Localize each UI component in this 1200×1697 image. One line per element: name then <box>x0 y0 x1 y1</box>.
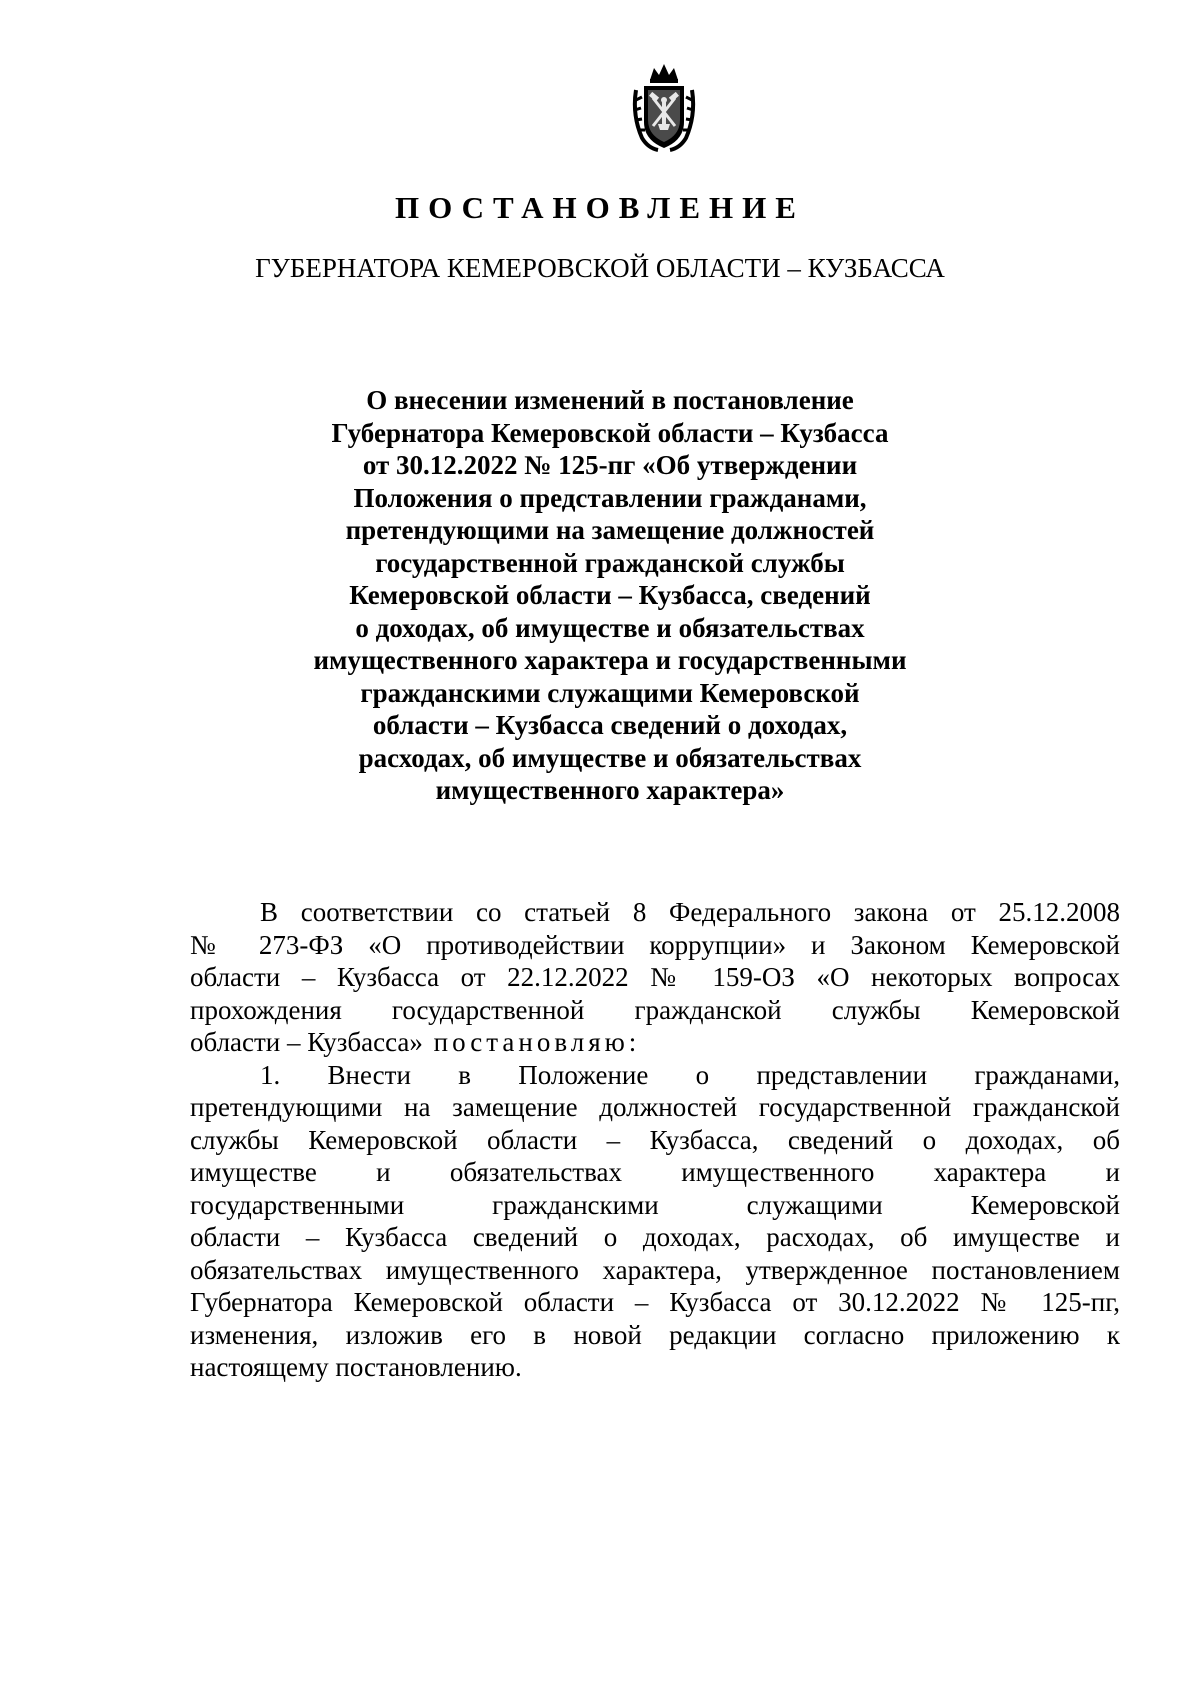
document-subject <box>250 384 970 807</box>
preamble-line: В соответствии со статьей 8 Федерального закона от 25.12.2008 <box>260 897 1120 927</box>
preamble-line: прохождения государственной гражданской службы Кемеровской <box>190 994 1120 1025</box>
subject-line: расходах, об имуществе и обязательствах <box>358 742 862 773</box>
document-body <box>190 896 1120 1384</box>
subject-line: Кемеровской области – Кузбасса, сведений <box>349 580 871 610</box>
preamble-line: области – Кузбасса от 22.12.2022 № 159-ОЗ «О некоторых вопросах <box>190 962 1120 992</box>
point-1-line: обязательствах имущественного характера, утвержденное постановлением <box>190 1254 1120 1285</box>
subject-line: имущественного характера» <box>435 775 785 805</box>
point-1-line: службы Кемеровской области – Кузбасса, сведений о доходах, об <box>190 1124 1120 1155</box>
issuer-heading: ГУБЕРНАТОРА КЕМЕРОВСКОЙ ОБЛАСТИ – КУЗБАССА <box>255 253 945 283</box>
point-1-line: государственными гражданскими служащими Кемеровской <box>190 1189 1120 1220</box>
preamble-last-line <box>190 1026 1120 1059</box>
point-1-line: 1. Внести в Положение о представлении гражданами, <box>260 1059 1120 1090</box>
point-1-line: настоящему постановлению. <box>190 1352 522 1382</box>
subject-line: гражданскими служащими Кемеровской <box>360 677 860 708</box>
point-1-line: изменения, изложив его в новой редакции согласно приложению к <box>190 1319 1120 1350</box>
point-1-line: Губернатора Кемеровской области – Кузбасса от 30.12.2022 № 125-пг, <box>190 1287 1120 1317</box>
document-type-title: ПОСТАНОВЛЕНИЕ <box>395 190 805 225</box>
decree-word: постановляю: <box>422 1027 641 1057</box>
subject-line: Положения о представлении гражданами, <box>353 482 867 513</box>
subject-line: имущественного характера и государственными <box>313 645 907 675</box>
preamble-line: № 273-ФЗ «О противодействии коррупции» и Законом Кемеровской <box>190 929 1120 960</box>
subject-line: претендующими на замещение должностей <box>345 515 875 545</box>
subject-line: от 30.12.2022 № 125-пг «Об утверждении <box>362 450 858 480</box>
point-1-line: претендующими на замещение должностей государственной гражданской <box>190 1092 1120 1122</box>
preamble-paragraph <box>190 896 1120 1059</box>
point-1-paragraph <box>190 1059 1120 1384</box>
subject-line: государственной гражданской службы <box>375 547 845 578</box>
preamble-line-text: области – Кузбасса» <box>190 1027 423 1057</box>
subject-line: Губернатора Кемеровской области – Кузбасса <box>331 417 889 448</box>
subject-line: о доходах, об имуществе и обязательствах <box>355 612 865 643</box>
point-1-line: имуществе и обязательствах имущественного характера и <box>190 1157 1120 1187</box>
coat-of-arms-emblem <box>628 60 700 156</box>
subject-line: О внесении изменений в постановление <box>366 385 854 415</box>
subject-line: области – Кузбасса сведений о доходах, <box>372 710 848 740</box>
point-1-line: области – Кузбасса сведений о доходах, расходах, об имуществе и <box>190 1222 1120 1252</box>
